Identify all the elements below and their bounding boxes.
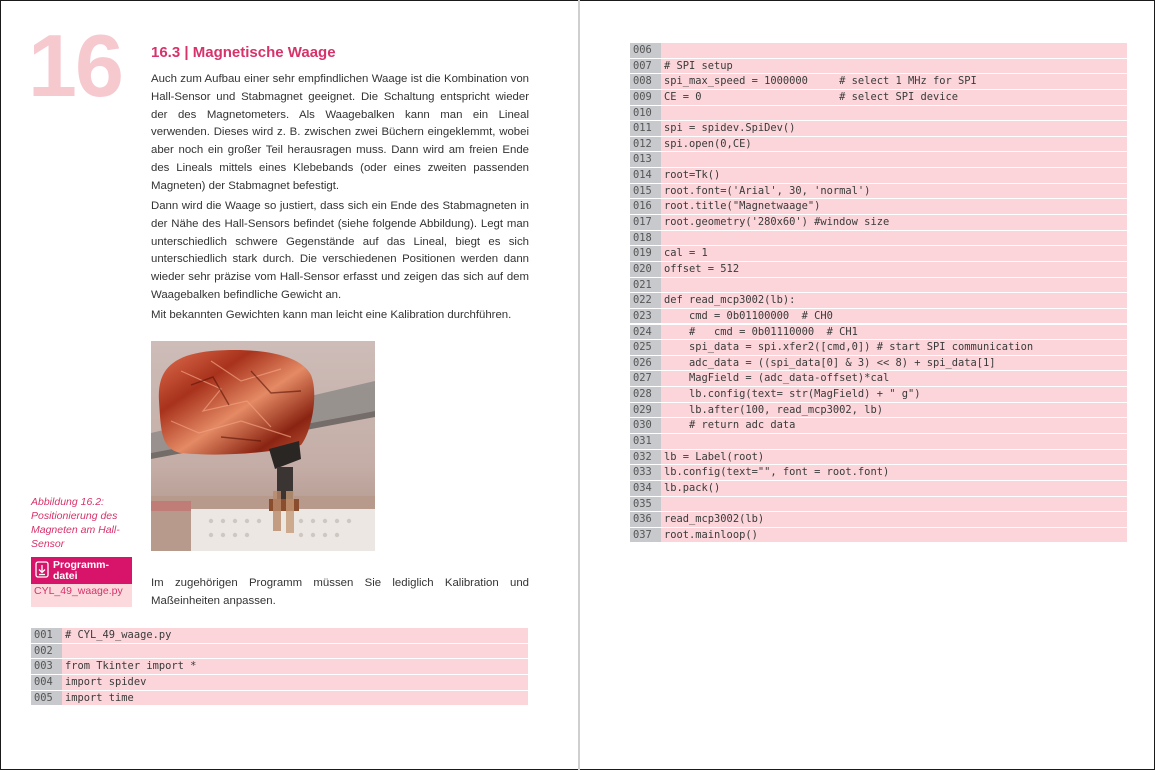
code-line (630, 59, 1127, 75)
code-line-number: 007 (630, 59, 661, 74)
code-line-text: # return adc data (661, 418, 1127, 433)
code-line-text: # cmd = 0b01110000 # CH1 (661, 325, 1127, 340)
code-line-text (661, 106, 1127, 121)
code-line-text: from Tkinter import * (62, 659, 528, 674)
code-line-number: 023 (630, 309, 661, 324)
code-line-text: spi_data = spi.xfer2([cmd,0]) # start SPI communication (661, 340, 1127, 355)
code-line (630, 450, 1127, 466)
figure-photo (151, 341, 375, 551)
code-line-number: 009 (630, 90, 661, 105)
code-line (630, 106, 1127, 122)
code-line (630, 418, 1127, 434)
code-line-number: 001 (31, 628, 62, 643)
body-paragraph: Mit bekannten Gewichten kann man leicht eine Kalibration durchführen. (151, 309, 512, 321)
code-line (630, 512, 1127, 528)
code-line (630, 356, 1127, 372)
code-line (630, 340, 1127, 356)
code-line-number: 010 (630, 106, 661, 121)
code-line (630, 199, 1127, 215)
code-line (630, 215, 1127, 231)
code-line-number: 016 (630, 199, 661, 214)
code-line-number: 028 (630, 387, 661, 402)
code-line-number: 008 (630, 74, 661, 89)
code-line (630, 465, 1127, 481)
code-line-number: 032 (630, 450, 661, 465)
code-line-number: 019 (630, 246, 661, 261)
code-line-text: MagField = (adc_data-offset)*cal (661, 371, 1127, 386)
code-line-number: 029 (630, 403, 661, 418)
code-line-text: root.mainloop() (661, 528, 1127, 543)
code-line-number: 030 (630, 418, 661, 433)
code-line-text: lb.pack() (661, 481, 1127, 496)
code-line (630, 121, 1127, 137)
code-listing-left (31, 628, 528, 706)
code-line (31, 644, 528, 660)
code-line-number: 004 (31, 675, 62, 690)
code-line-text (661, 434, 1127, 449)
code-line-number: 014 (630, 168, 661, 183)
program-file-box (31, 557, 132, 607)
code-line-text: lb = Label(root) (661, 450, 1127, 465)
code-line-number: 022 (630, 293, 661, 308)
body-paragraph: Dann wird die Waage so justiert, dass sich ein Ende des Stabmagneten in der Nähe des Hall-Sensors befindet (siehe folgende Abbildung). Legt man unterschiedlich schwere Gegenstände auf das Lineal, biegt es sich unterschiedlich stark durch. Die verschiedenen Positionen werden dann wieder sehr präzise vom Hall-Sensor erfasst und zeigen das sich auf dem Waagebalken befindliche Gewicht an. (151, 200, 529, 301)
code-line-text: CE = 0 # select SPI device (661, 90, 1127, 105)
book-spine (578, 0, 580, 770)
code-line-text (661, 231, 1127, 246)
code-line-number: 027 (630, 371, 661, 386)
body-paragraph: Auch zum Aufbau einer sehr empfindlichen Waage ist die Kombination von Hall-Sensor und Stabmagnet geeignet. Die Schaltung entspricht wieder der des Magnetometers. Als Waagebalken kann man ein Lineal verwenden. Dieses wird z. B. zwischen zwei Büchern eingeklemmt, wobei aber noch ein großer Teil herausragen muss. Dann wird am freien Ende des Lineals mittels eines Klebebands (oder eines zweiten passenden Magneten) der Stabmagnet befestigt. (151, 73, 529, 192)
code-line (630, 371, 1127, 387)
code-line-number: 036 (630, 512, 661, 527)
code-line-number: 018 (630, 231, 661, 246)
code-line-number: 005 (31, 691, 62, 706)
code-line-text: root.font=('Arial', 30, 'normal') (661, 184, 1127, 199)
code-line (630, 262, 1127, 278)
code-line-text: # SPI setup (661, 59, 1127, 74)
code-line (630, 43, 1127, 59)
code-line-text (661, 278, 1127, 293)
code-line-number: 025 (630, 340, 661, 355)
code-line (31, 628, 528, 644)
code-line (630, 293, 1127, 309)
code-line-text: cmd = 0b01100000 # CH0 (661, 309, 1127, 324)
section-title: 16.3 | Magnetische Waage (151, 44, 336, 61)
code-line (31, 659, 528, 675)
magnet-hall-sensor-photo (151, 341, 375, 551)
code-line (630, 309, 1127, 325)
code-line (630, 74, 1127, 90)
code-line-number: 012 (630, 137, 661, 152)
code-line (630, 231, 1127, 247)
code-line-number: 037 (630, 528, 661, 543)
code-line-text: read_mcp3002(lb) (661, 512, 1127, 527)
code-line-text: adc_data = ((spi_data[0] & 3) << 8) + spi_data[1] (661, 356, 1127, 371)
code-line (630, 403, 1127, 419)
download-file-icon (35, 561, 49, 578)
code-line (630, 434, 1127, 450)
code-line-text (62, 644, 528, 659)
code-line-number: 011 (630, 121, 661, 136)
code-line-number: 024 (630, 325, 661, 340)
code-line-number: 003 (31, 659, 62, 674)
code-line (630, 528, 1127, 544)
code-line-number: 035 (630, 497, 661, 512)
code-line (31, 691, 528, 707)
code-line (630, 278, 1127, 294)
code-line-number: 033 (630, 465, 661, 480)
code-line-number: 034 (630, 481, 661, 496)
code-line-text (661, 152, 1127, 167)
code-line-text (661, 497, 1127, 512)
code-line (630, 90, 1127, 106)
code-line-text: root=Tk() (661, 168, 1127, 183)
code-line-text (661, 43, 1127, 58)
code-line-text: offset = 512 (661, 262, 1127, 277)
code-line-number: 013 (630, 152, 661, 167)
code-line-text: spi.open(0,CE) (661, 137, 1127, 152)
code-line-text: lb.after(100, read_mcp3002, lb) (661, 403, 1127, 418)
code-line-number: 015 (630, 184, 661, 199)
code-line (630, 387, 1127, 403)
code-line-number: 026 (630, 356, 661, 371)
code-line-text: root.geometry('280x60') #window size (661, 215, 1127, 230)
code-line-text: lb.config(text= str(MagField) + " g") (661, 387, 1127, 402)
code-line-number: 017 (630, 215, 661, 230)
code-line (630, 325, 1127, 341)
code-line-text: root.title("Magnetwaage") (661, 199, 1127, 214)
code-listing-right (630, 43, 1127, 544)
code-line-text: cal = 1 (661, 246, 1127, 261)
chapter-number: 16 (28, 16, 122, 115)
code-line (31, 675, 528, 691)
code-line-text: import time (62, 691, 528, 706)
code-line-text: lb.config(text="", font = root.font) (661, 465, 1127, 480)
code-line (630, 168, 1127, 184)
code-line (630, 184, 1127, 200)
code-line (630, 152, 1127, 168)
code-line-text: spi = spidev.SpiDev() (661, 121, 1127, 136)
code-line-number: 021 (630, 278, 661, 293)
code-line-text: def read_mcp3002(lb): (661, 293, 1127, 308)
code-line (630, 137, 1127, 153)
code-line (630, 481, 1127, 497)
code-line (630, 246, 1127, 262)
program-file-label: Programm- datei (53, 559, 110, 582)
program-filename: CYL_49_waage.py (34, 585, 123, 597)
code-line-text: # CYL_49_waage.py (62, 628, 528, 643)
code-line-text: spi_max_speed = 1000000 # select 1 MHz for SPI (661, 74, 1127, 89)
code-line-number: 002 (31, 644, 62, 659)
figure-caption: Abbildung 16.2: Positionierung des Magneten am Hall-Sensor (31, 496, 120, 550)
code-line-number: 020 (630, 262, 661, 277)
body-paragraph: Im zugehörigen Programm müssen Sie lediglich Kalibration und Maßeinheiten anpassen. (151, 577, 529, 607)
code-line-number: 006 (630, 43, 661, 58)
code-line-number: 031 (630, 434, 661, 449)
program-file-header (31, 557, 132, 584)
code-line (630, 497, 1127, 513)
code-line-text: import spidev (62, 675, 528, 690)
